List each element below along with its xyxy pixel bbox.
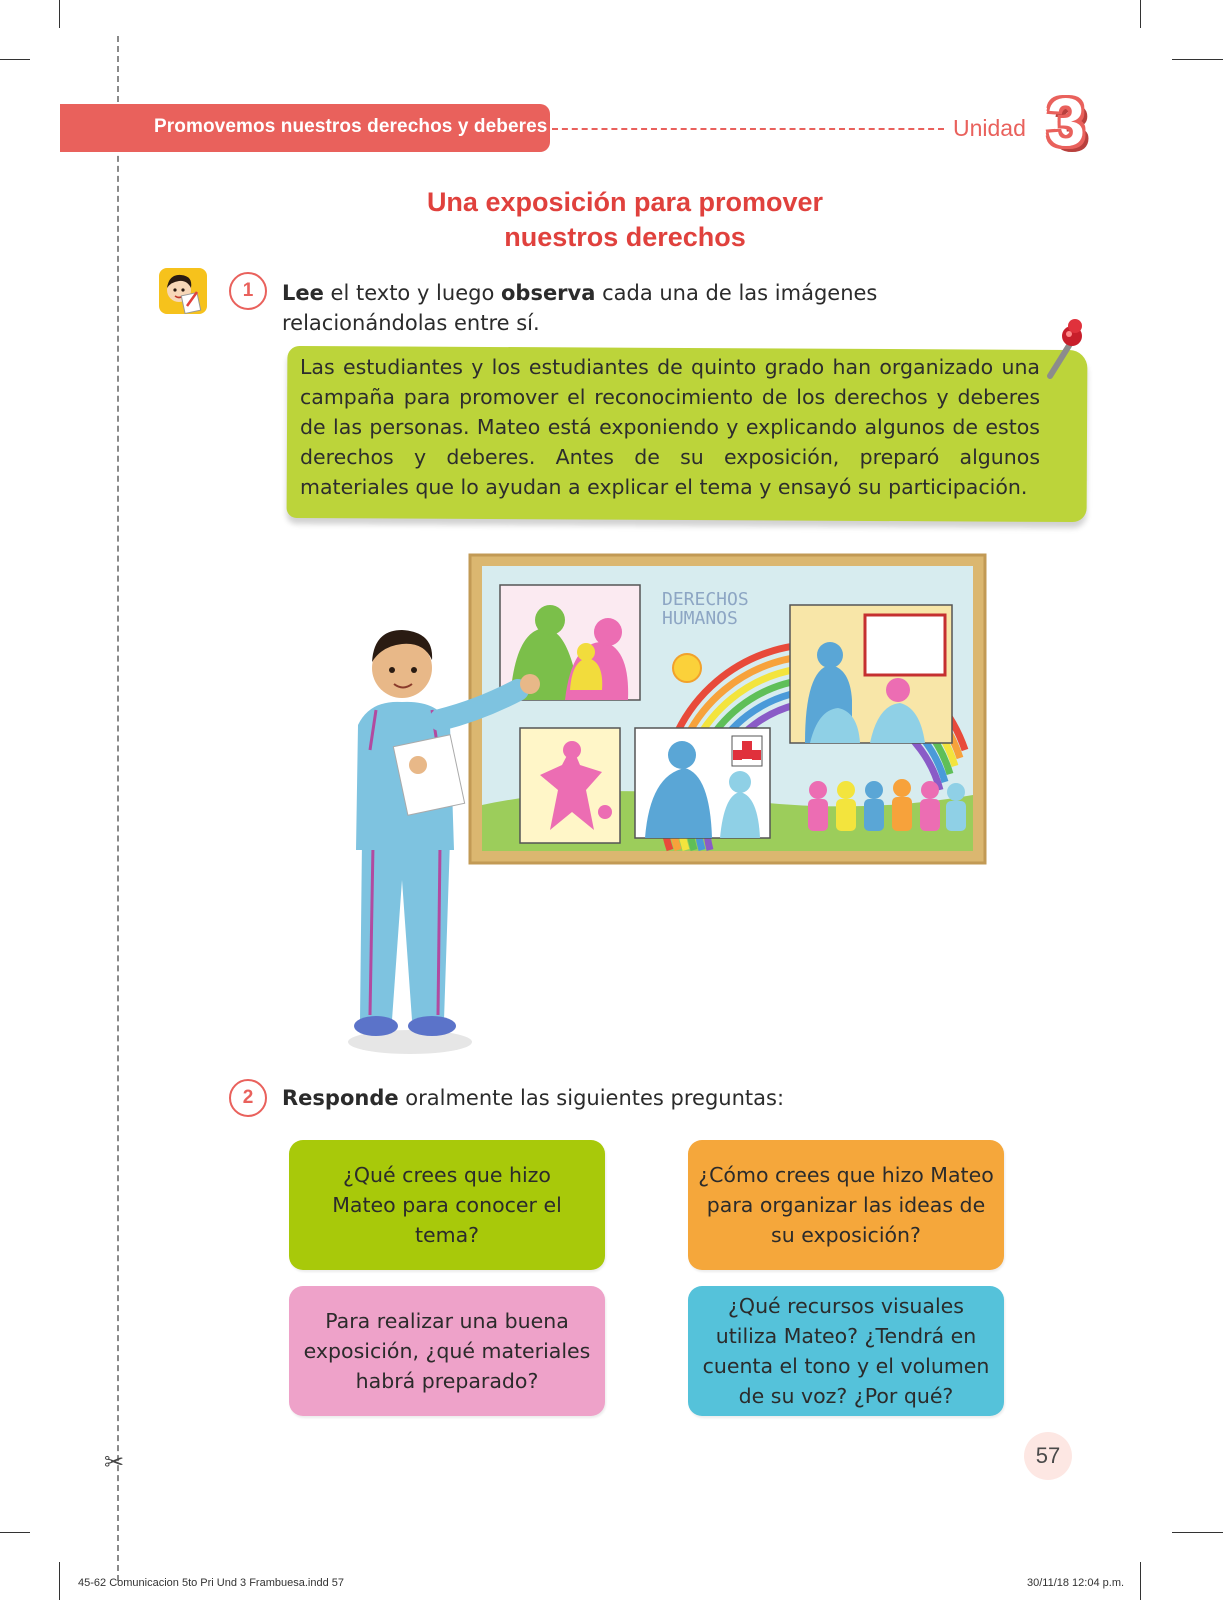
instruction-text: cada una de las imágenes relacionándolas entre sí. (282, 281, 878, 335)
footer-date: 30/11/18 12:04 p.m. (1027, 1577, 1125, 1589)
crop-mark (0, 59, 30, 60)
crop-mark (1172, 1532, 1223, 1533)
crop-mark (0, 1532, 30, 1533)
title-line-2: nuestros derechos (504, 222, 746, 252)
unit-label: Unidad (953, 115, 1026, 141)
poster-title-line-2: HUMANOS (662, 608, 738, 629)
crop-mark (59, 0, 60, 28)
instruction-verb-lee: Lee (282, 281, 324, 305)
question-card (688, 1286, 1004, 1416)
page-number: 57 (1024, 1432, 1072, 1480)
crop-mark (59, 1562, 60, 1600)
page-title (340, 185, 910, 255)
title-line-1: Una exposición para promover (426, 187, 824, 217)
question-card (289, 1286, 605, 1416)
push-pin-icon (1040, 316, 1090, 386)
instruction-verb-responde: Responde (282, 1086, 399, 1110)
activity-1-number: 1 (229, 272, 267, 310)
question-text: ¿Qué crees que hizo Mateo para conocer el tema? (332, 1163, 562, 1247)
question-card (688, 1140, 1004, 1270)
crop-mark (1172, 59, 1223, 60)
question-text: ¿Cómo crees que hizo Mateo para organizar las ideas de su exposición? (698, 1163, 994, 1247)
unit-number: 3 (1047, 84, 1085, 160)
footer-file-info: 45-62 Comunicacion 5to Pri Und 3 Frambuesa.indd 57 (78, 1577, 344, 1589)
activity-2-number: 2 (229, 1079, 267, 1117)
question-card (289, 1140, 605, 1270)
reading-girl-icon (157, 266, 209, 316)
instruction-text: oralmente las siguientes preguntas: (398, 1086, 785, 1110)
instruction-verb-observa: observa (500, 281, 596, 305)
header-divider (552, 128, 944, 130)
scissors-icon: ✂ (104, 1448, 125, 1476)
question-text: Para realizar una buena exposición, ¿qué materiales habrá preparado? (303, 1309, 591, 1393)
crop-mark (1140, 0, 1141, 28)
mateo-exposition-illustration (340, 550, 1000, 1070)
banner-title: Promovemos nuestros derechos y deberes (154, 116, 548, 137)
instruction-text: el texto y luego (323, 281, 501, 305)
activity-2-instruction (282, 1083, 1042, 1113)
note-text: Las estudiantes y los estudiantes de quinto grado han organizado una campaña para promover el reconocimiento de los derechos y deberes de las personas. Mateo está exponiendo y explicando algunos de estos derechos y deberes. Antes de su exposición, preparó algunos materiales que lo ayudan a explicar el tema y ensayó su participación. (300, 355, 1040, 499)
crop-mark (1140, 1562, 1141, 1600)
activity-1-instruction (282, 278, 1042, 338)
cut-line (117, 36, 119, 1581)
question-text: ¿Qué recursos visuales utiliza Mateo? ¿Tendrá en cuenta el tono y el volumen de su voz? ¿Por qué? (702, 1294, 990, 1408)
poster-title-line-1: DERECHOS (662, 589, 749, 610)
